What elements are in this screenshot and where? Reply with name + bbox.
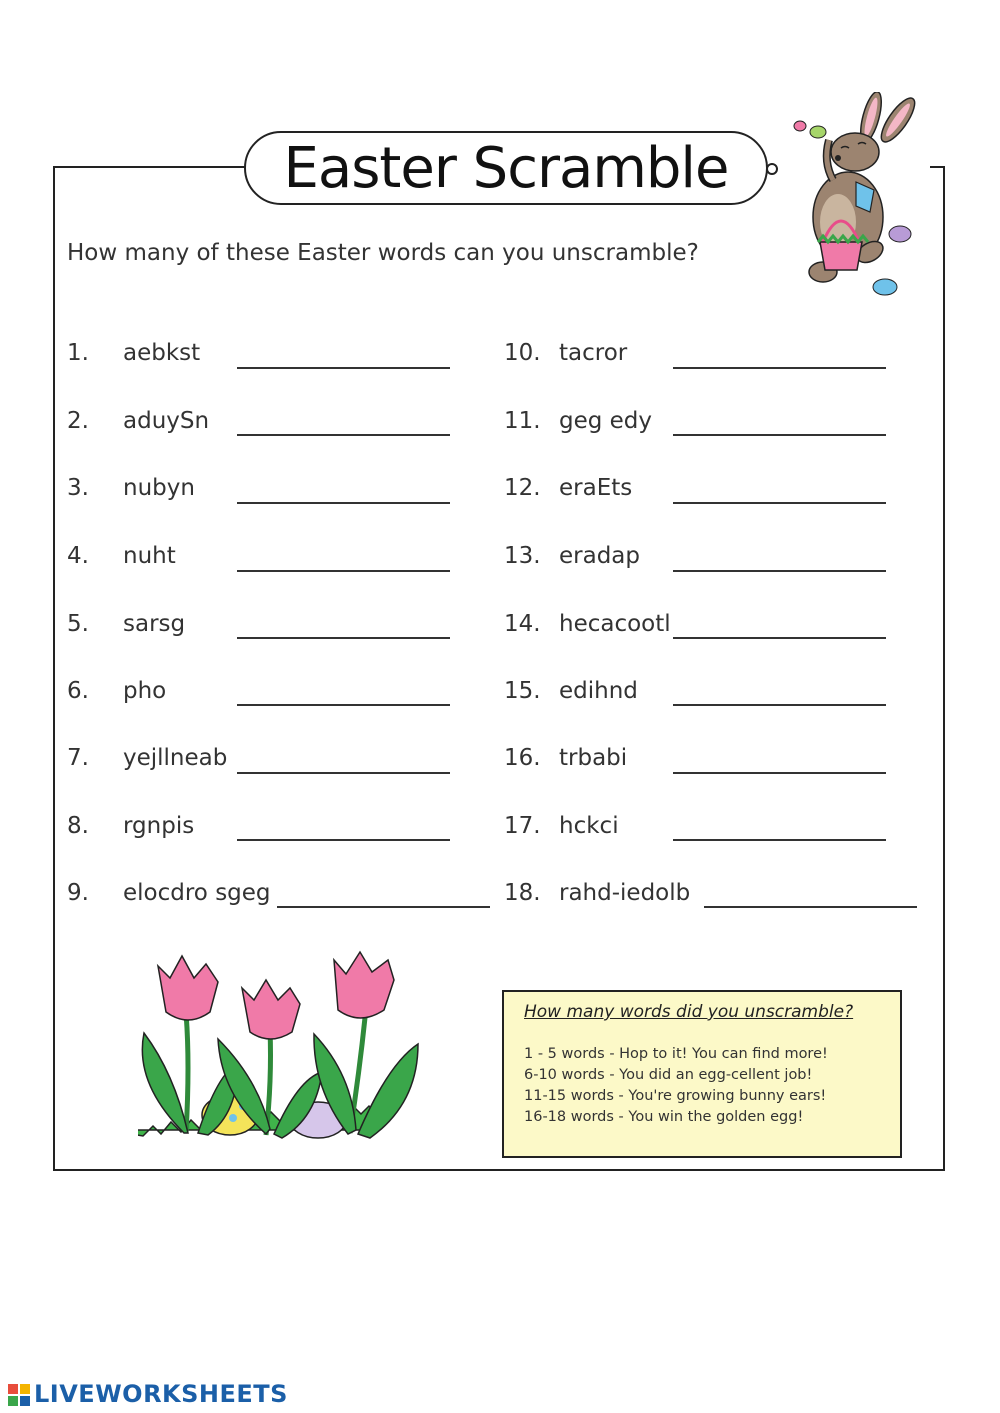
answer-field-14[interactable] [673,637,886,639]
bunny-illustration [778,92,928,297]
answer-field-11[interactable] [673,434,886,436]
scrambled-word: pho [123,678,167,704]
scrambled-word: edihnd [559,678,638,704]
scrambled-word: hecacootl [559,611,671,637]
scrambled-word: aebkst [123,340,201,366]
scrambled-word: aduySn [123,408,210,434]
scrambled-word: rahd-iedolb [559,880,691,906]
scrambled-word: nuht [123,543,176,569]
answer-field-1[interactable] [237,367,450,369]
item-number: 8. [67,813,89,839]
scrambled-word: tacror [559,340,628,366]
score-key-title: How many words did you unscramble? [524,1002,854,1022]
answer-field-17[interactable] [673,839,886,841]
item-number: 6. [67,678,89,704]
item-number: 15. [504,678,541,704]
item-number: 13. [504,543,541,569]
item-number: 2. [67,408,89,434]
item-number: 16. [504,745,541,771]
item-number: 17. [504,813,541,839]
answer-field-6[interactable] [237,704,450,706]
scrambled-word: nubyn [123,475,195,501]
answer-field-10[interactable] [673,367,886,369]
answer-field-8[interactable] [237,839,450,841]
answer-field-12[interactable] [673,502,886,504]
item-number: 7. [67,745,89,771]
item-number: 18. [504,880,541,906]
scrambled-word: hckci [559,813,619,839]
item-number: 4. [67,543,89,569]
title-banner [244,131,768,205]
score-key-line-4: 16-18 words - You win the golden egg! [524,1109,804,1125]
liveworksheets-logo-icon [8,1384,30,1406]
score-key-line-2: 6-10 words - You did an egg-cellent job! [524,1067,813,1083]
item-number: 11. [504,408,541,434]
brand-name[interactable]: LIVEWORKSHEETS [34,1380,288,1408]
item-number: 9. [67,880,89,906]
instructions: How many of these Easter words can you unscramble? [67,240,699,266]
item-number: 14. [504,611,541,637]
scrambled-word: rgnpis [123,813,195,839]
item-number: 3. [67,475,89,501]
answer-field-16[interactable] [673,772,886,774]
answer-field-3[interactable] [237,502,450,504]
answer-field-9[interactable] [277,906,490,908]
item-number: 10. [504,340,541,366]
answer-field-18[interactable] [704,906,917,908]
scrambled-word: trbabi [559,745,628,771]
answer-field-13[interactable] [673,570,886,572]
title-banner-dot [766,163,778,175]
scrambled-word: sarsg [123,611,186,637]
score-key-box [502,990,902,1158]
answer-field-15[interactable] [673,704,886,706]
scrambled-word: yejllneab [123,745,228,771]
scrambled-word: eraEts [559,475,633,501]
scrambled-word: geg edy [559,408,653,434]
answer-field-7[interactable] [237,772,450,774]
score-key-line-1: 1 - 5 words - Hop to it! You can find more! [524,1046,828,1062]
scrambled-word: elocdro sgeg [123,880,271,906]
scrambled-word: eradap [559,543,640,569]
answer-field-2[interactable] [237,434,450,436]
page-title: Easter Scramble [283,135,729,201]
tulips-illustration [138,948,423,1158]
answer-field-5[interactable] [237,637,450,639]
answer-field-4[interactable] [237,570,450,572]
item-number: 12. [504,475,541,501]
item-number: 5. [67,611,89,637]
item-number: 1. [67,340,89,366]
score-key-line-3: 11-15 words - You're growing bunny ears! [524,1088,827,1104]
